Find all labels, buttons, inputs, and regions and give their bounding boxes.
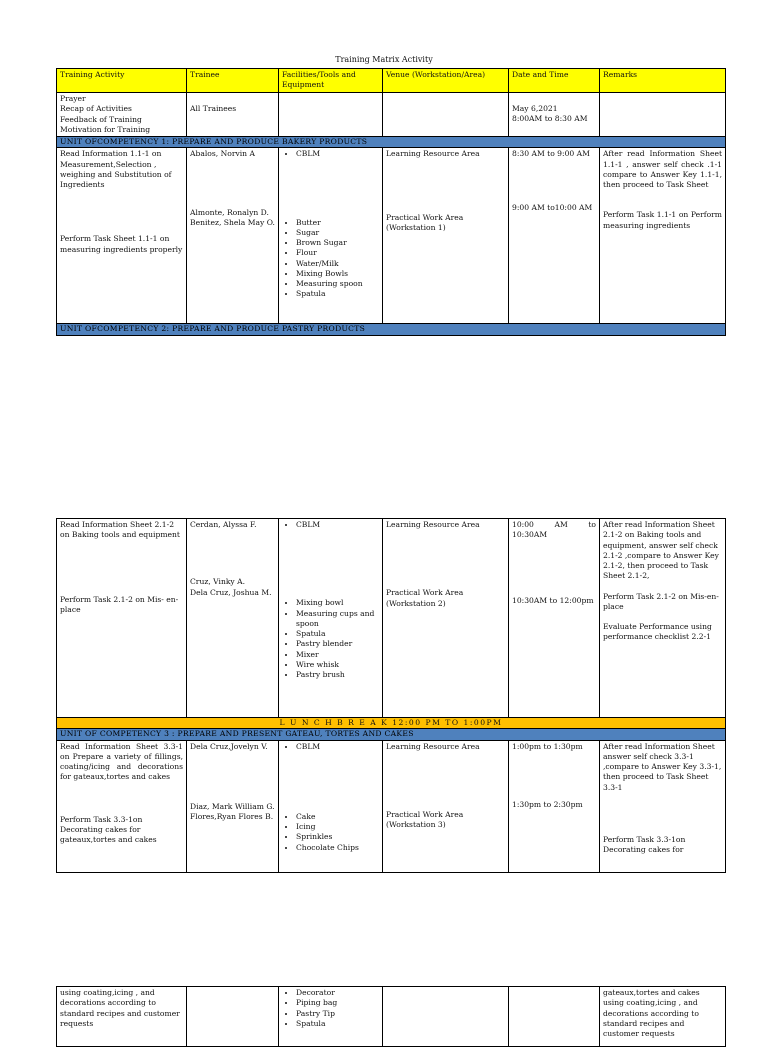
unit3-cont-venue [383, 987, 509, 1047]
unit2-row [57, 519, 726, 718]
unit3-cont-tools [279, 987, 383, 1047]
unit3-venue: Learning Resource Area Practical Work Area (Workstation 3) [383, 740, 509, 872]
unit1-tools-list-1: • CBLM [282, 149, 379, 159]
unit1-heading: UNIT OFCOMPETENCY 1: PREPARE AND PRODUCE BAKERY PRODUCTS [57, 137, 726, 148]
unit2-time: 10:00 AM to 10:30AM 10:30AM to 12:00pm [509, 519, 600, 718]
opening-activity: Prayer Recap of Activities Feedback of Training Motivation for Training [57, 93, 187, 137]
header-date-time: Date and Time [509, 69, 600, 93]
training-matrix-table-3 [56, 986, 726, 1047]
unit1-remarks: After read Information Sheet 1.1-1 , answer self check .1-1 compare to Answer Key 1.1-1, then proceed to Task Sheet Perform Task 1.1-1 on Perform measuring ingredients [600, 148, 726, 324]
unit3-cont-tools-list: • Decorator • Piping bag • Pastry Tip • Spatula [282, 988, 379, 1029]
header-training-activity: Training Activity [57, 69, 187, 93]
training-matrix-table-2 [56, 518, 726, 873]
unit1-activity: Read Information 1.1-1 on Measurement,Selection , weighing and Substitution of Ingredients Perform Task Sheet 1.1-1 on measuring ingredients properly [57, 148, 187, 324]
unit2-tools [279, 519, 383, 718]
header-row [57, 69, 726, 93]
document-title: Training Matrix Activity [335, 55, 433, 64]
unit2-heading-row [57, 324, 726, 335]
unit1-venue: Learning Resource Area Practical Work Area (Workstation 1) [383, 148, 509, 324]
unit1-trainee: Abalos, Norvin A Almonte, Ronalyn D. Benitez, Shela May O. [187, 148, 279, 324]
unit3-heading-row [57, 729, 726, 740]
opening-tools [279, 93, 383, 137]
unit3-tools-list-1: • CBLM [282, 742, 379, 752]
header-venue: Venue (Workstation/Area) [383, 69, 509, 93]
unit2-venue: Learning Resource Area Practical Work Area (Workstation 2) [383, 519, 509, 718]
unit2-tools-list-2: • Mixing bowl • Measuring cups and spoon • Spatula • Pastry blender • Mixer • Wire whisk • Pastry brush [282, 598, 379, 680]
unit3-tools [279, 740, 383, 872]
opening-date: May 6,2021 8:00AM to 8:30 AM [509, 93, 600, 137]
unit3-remarks: After read Information Sheet answer self check 3.3-1 ,compare to Answer Key 3.3-1, then proceed to Task Sheet 3.3-1 Perform Task 3.3-1on Decorating cakes for [600, 740, 726, 872]
lunch-row [57, 718, 726, 729]
opening-venue [383, 93, 509, 137]
unit1-row [57, 148, 726, 324]
unit1-tools [279, 148, 383, 324]
unit3-cont-remarks: gateaux,tortes and cakes using coating,icing , and decorations according to standard recipes and customer requests [600, 987, 726, 1047]
opening-row [57, 93, 726, 137]
unit1-heading-row [57, 137, 726, 148]
unit3-tools-list-2: • Cake • Icing • Sprinkles • Chocolate Chips [282, 812, 379, 853]
unit2-remarks: After read Information Sheet 2.1-2 on Baking tools and equipment, answer self check 2.1-2 ,compare to Answer Key 2.1-2, then proceed to Task Sheet 2.1-2, Perform Task 2.1-2 on Mis-en- place Evaluate Performance using performance checklist 2.2-1 [600, 519, 726, 718]
training-matrix-table-1 [56, 68, 726, 336]
header-facilities: Facilities/Tools and Equipment [279, 69, 383, 93]
lunch-break: L U N C H B R E A K 12:00 PM TO 1:00PM [57, 718, 726, 729]
unit3-cont-time [509, 987, 600, 1047]
unit3-heading: UNIT OF COMPETENCY 3 : PREPARE AND PRESENT GATEAU, TORTES AND CAKES [57, 729, 726, 740]
unit3-cont-row [57, 987, 726, 1047]
unit1-time: 8:30 AM to 9:00 AM 9:00 AM to10:00 AM [509, 148, 600, 324]
opening-trainee: All Trainees [187, 93, 279, 137]
opening-remarks [600, 93, 726, 137]
header-remarks: Remarks [600, 69, 726, 93]
unit2-heading: UNIT OFCOMPETENCY 2: PREPARE AND PRODUCE PASTRY PRODUCTS [57, 324, 726, 335]
unit3-time: 1:00pm to 1:30pm 1:30pm to 2:30pm [509, 740, 600, 872]
unit1-tools-list-2: • Butter • Sugar • Brown Sugar • Flour • Water/Milk • Mixing Bowls • Measuring spoon • Spatula [282, 218, 379, 300]
unit2-activity: Read Information Sheet 2.1-2 on Baking tools and equipment Perform Task 2.1-2 on Mis- en- place [57, 519, 187, 718]
unit3-activity: Read Information Sheet 3.3-1 on Prepare a variety of fillings, coating/icing and decorations for gateaux,tortes and cakes Perform Task 3.3-1on Decorating cakes for gateaux,tortes and cakes [57, 740, 187, 872]
unit3-cont-trainee [187, 987, 279, 1047]
unit3-row [57, 740, 726, 872]
unit3-cont-activity: using coating,icing , and decorations according to standard recipes and customer requests [57, 987, 187, 1047]
unit3-trainee: Dela Cruz,Jovelyn V. Diaz, Mark William G. Flores,Ryan Flores B. [187, 740, 279, 872]
unit2-trainee: Cerdan, Alyssa F. Cruz, Vinky A. Dela Cruz, Joshua M. [187, 519, 279, 718]
unit2-tools-list-1: • CBLM [282, 520, 379, 530]
header-trainee: Trainee [187, 69, 279, 93]
